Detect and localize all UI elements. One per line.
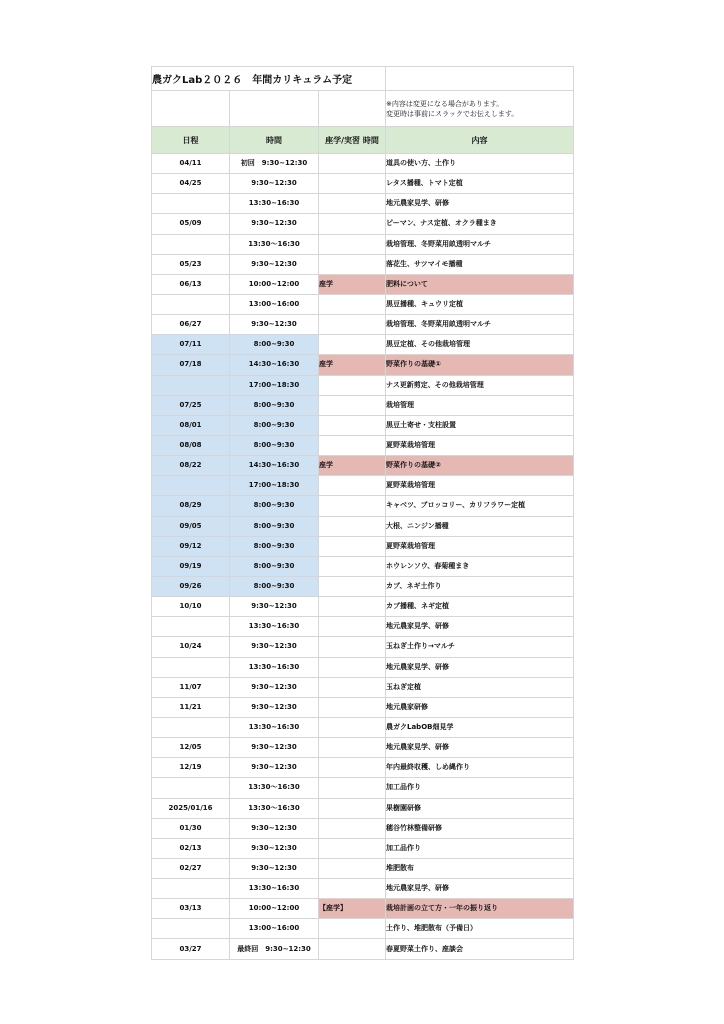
type-cell — [319, 697, 386, 717]
type-cell — [319, 536, 386, 556]
content-cell: 落花生、サツマイモ播種 — [386, 254, 574, 274]
empty-cell — [386, 67, 574, 91]
table-row — [152, 899, 574, 919]
table-row — [152, 617, 574, 637]
type-cell: 座学 — [319, 355, 386, 375]
table-row — [152, 717, 574, 737]
date-cell: 10/24 — [152, 637, 230, 657]
table-row — [152, 476, 574, 496]
time-cell: 8:00~9:30 — [230, 536, 319, 556]
date-cell — [152, 657, 230, 677]
time-cell: 13:30〜16:30 — [230, 234, 319, 254]
date-cell: 03/13 — [152, 899, 230, 919]
type-cell — [319, 879, 386, 899]
table-row — [152, 697, 574, 717]
table-row — [152, 234, 574, 254]
content-cell: 肥料について — [386, 274, 574, 294]
date-cell — [152, 778, 230, 798]
time-cell: 10:00~12:00 — [230, 899, 319, 919]
note-line-1: ※内容は変更になる場合があります。 — [386, 99, 504, 108]
table-row — [152, 597, 574, 617]
time-cell: 13:30〜16:30 — [230, 778, 319, 798]
content-cell: 夏野菜栽培管理 — [386, 536, 574, 556]
date-cell — [152, 194, 230, 214]
type-cell — [319, 194, 386, 214]
type-cell — [319, 234, 386, 254]
content-cell: 地元農家見学、研修 — [386, 879, 574, 899]
date-cell: 11/07 — [152, 677, 230, 697]
content-cell: キャベツ、ブロッコリー、カリフラワー定植 — [386, 496, 574, 516]
content-cell: 栽培管理、冬野菜用畝透明マルチ — [386, 315, 574, 335]
note-line-2: 変更時は事前にスラックでお伝えします。 — [386, 109, 519, 118]
content-cell: ホウレンソウ、春菊種まき — [386, 556, 574, 576]
time-cell: 8:00~9:30 — [230, 516, 319, 536]
header-time: 時間 — [230, 127, 319, 154]
date-cell — [152, 234, 230, 254]
time-cell: 9:30~12:30 — [230, 254, 319, 274]
content-cell: 加工品作り — [386, 778, 574, 798]
content-cell: 栽培管理、冬野菜用畝透明マルチ — [386, 234, 574, 254]
type-cell — [319, 576, 386, 596]
content-cell: 夏野菜栽培管理 — [386, 435, 574, 455]
date-cell — [152, 919, 230, 939]
table-row — [152, 456, 574, 476]
date-cell: 08/22 — [152, 456, 230, 476]
time-cell: 13:00~16:00 — [230, 294, 319, 314]
date-cell: 03/27 — [152, 939, 230, 959]
table-row — [152, 415, 574, 435]
type-cell — [319, 335, 386, 355]
type-cell — [319, 154, 386, 174]
time-cell: 9:30~12:30 — [230, 315, 319, 335]
table-row — [152, 798, 574, 818]
date-cell: 02/27 — [152, 858, 230, 878]
date-cell: 08/08 — [152, 435, 230, 455]
date-cell: 08/01 — [152, 415, 230, 435]
date-cell: 04/25 — [152, 174, 230, 194]
table-row — [152, 657, 574, 677]
table-row — [152, 858, 574, 878]
time-cell: 13:30〜16:30 — [230, 798, 319, 818]
type-cell — [319, 415, 386, 435]
table-row — [152, 838, 574, 858]
date-cell: 07/11 — [152, 335, 230, 355]
type-cell — [319, 476, 386, 496]
time-cell: 10:00~12:00 — [230, 274, 319, 294]
time-cell: 9:30~12:30 — [230, 858, 319, 878]
date-cell: 08/29 — [152, 496, 230, 516]
type-cell — [319, 496, 386, 516]
type-cell — [319, 858, 386, 878]
date-cell: 05/09 — [152, 214, 230, 234]
time-cell: 17:00~18:30 — [230, 476, 319, 496]
content-cell: カブ播種、ネギ定植 — [386, 597, 574, 617]
header-date: 日程 — [152, 127, 230, 154]
time-cell: 13:30~16:30 — [230, 617, 319, 637]
date-cell: 10/10 — [152, 597, 230, 617]
date-cell: 07/25 — [152, 395, 230, 415]
time-cell: 14:30~16:30 — [230, 456, 319, 476]
table-row — [152, 294, 574, 314]
time-cell: 9:30~12:30 — [230, 597, 319, 617]
type-cell — [319, 838, 386, 858]
content-cell: ピーマン、ナス定植、オクラ種まき — [386, 214, 574, 234]
header-type: 座学/実習 時間 — [319, 127, 386, 154]
type-cell — [319, 637, 386, 657]
table-row — [152, 758, 574, 778]
date-cell — [152, 476, 230, 496]
date-cell: 09/05 — [152, 516, 230, 536]
date-cell: 05/23 — [152, 254, 230, 274]
content-cell: 野菜作りの基礎① — [386, 355, 574, 375]
table-row — [152, 919, 574, 939]
date-cell: 2025/01/16 — [152, 798, 230, 818]
time-cell: 8:00~9:30 — [230, 435, 319, 455]
note-row — [152, 91, 574, 127]
table-row — [152, 818, 574, 838]
time-cell: 14:30~16:30 — [230, 355, 319, 375]
time-cell: 13:30~16:30 — [230, 194, 319, 214]
table-row — [152, 214, 574, 234]
table-row — [152, 274, 574, 294]
table-row — [152, 435, 574, 455]
date-cell: 12/19 — [152, 758, 230, 778]
content-cell: 年内最終収穫、しめ縄作り — [386, 758, 574, 778]
empty-cell — [152, 91, 230, 127]
table-row — [152, 879, 574, 899]
time-cell: 9:30~12:30 — [230, 697, 319, 717]
content-cell: ナス更新剪定、その他栽培管理 — [386, 375, 574, 395]
table-row — [152, 355, 574, 375]
type-cell — [319, 315, 386, 335]
title-row — [152, 67, 574, 91]
type-cell — [319, 174, 386, 194]
table-row — [152, 174, 574, 194]
time-cell: 9:30~12:30 — [230, 637, 319, 657]
page-title: 農ガクLab２０２６ 年間カリキュラム予定 — [152, 67, 386, 91]
type-cell — [319, 617, 386, 637]
time-cell: 13:30~16:30 — [230, 657, 319, 677]
content-cell: レタス播種、トマト定植 — [386, 174, 574, 194]
type-cell — [319, 435, 386, 455]
content-cell: 地元農家見学、研修 — [386, 617, 574, 637]
table-row — [152, 335, 574, 355]
table-row — [152, 939, 574, 959]
table-row — [152, 496, 574, 516]
empty-cell — [230, 91, 319, 127]
change-note — [386, 91, 574, 127]
time-cell: 13:00~16:00 — [230, 919, 319, 939]
table-row — [152, 738, 574, 758]
type-cell: 【座学】 — [319, 899, 386, 919]
content-cell: 道具の使い方、土作り — [386, 154, 574, 174]
time-cell: 8:00~9:30 — [230, 576, 319, 596]
content-cell: 玉ねぎ定植 — [386, 677, 574, 697]
time-cell: 13:30~16:30 — [230, 717, 319, 737]
type-cell — [319, 375, 386, 395]
time-cell: 9:30~12:30 — [230, 174, 319, 194]
type-cell — [319, 657, 386, 677]
content-cell: 黒豆定植、その他栽培管理 — [386, 335, 574, 355]
type-cell — [319, 677, 386, 697]
table-row — [152, 194, 574, 214]
time-cell: 8:00~9:30 — [230, 556, 319, 576]
content-cell: 堆肥散布 — [386, 858, 574, 878]
content-cell: 穂谷竹林整備研修 — [386, 818, 574, 838]
date-cell — [152, 717, 230, 737]
header-content: 内容 — [386, 127, 574, 154]
table-row — [152, 315, 574, 335]
date-cell: 11/21 — [152, 697, 230, 717]
content-cell: 野菜作りの基礎② — [386, 456, 574, 476]
type-cell — [319, 798, 386, 818]
date-cell: 04/11 — [152, 154, 230, 174]
content-cell: 玉ねぎ土作り→マルチ — [386, 637, 574, 657]
curriculum-table — [151, 66, 574, 960]
content-cell: 地元農家見学、研修 — [386, 738, 574, 758]
table-row — [152, 677, 574, 697]
date-cell — [152, 375, 230, 395]
content-cell: 加工品作り — [386, 838, 574, 858]
date-cell: 12/05 — [152, 738, 230, 758]
date-cell: 09/12 — [152, 536, 230, 556]
content-cell: 土作り、堆肥散布（予備日） — [386, 919, 574, 939]
content-cell: 地元農家研修 — [386, 697, 574, 717]
type-cell — [319, 395, 386, 415]
time-cell: 9:30~12:30 — [230, 838, 319, 858]
empty-cell — [319, 91, 386, 127]
time-cell: 9:30~12:30 — [230, 738, 319, 758]
type-cell: 座学 — [319, 456, 386, 476]
date-cell: 01/30 — [152, 818, 230, 838]
date-cell: 06/13 — [152, 274, 230, 294]
table-row — [152, 637, 574, 657]
date-cell: 09/26 — [152, 576, 230, 596]
content-cell: 地元農家見学、研修 — [386, 657, 574, 677]
type-cell — [319, 738, 386, 758]
time-cell: 9:30~12:30 — [230, 818, 319, 838]
type-cell — [319, 919, 386, 939]
time-cell: 9:30~12:30 — [230, 758, 319, 778]
date-cell: 07/18 — [152, 355, 230, 375]
content-cell: 栽培計画の立て方・一年の振り返り — [386, 899, 574, 919]
date-cell — [152, 294, 230, 314]
table-row — [152, 778, 574, 798]
date-cell — [152, 617, 230, 637]
time-cell: 9:30~12:30 — [230, 214, 319, 234]
header-row — [152, 127, 574, 154]
table-row — [152, 154, 574, 174]
type-cell — [319, 818, 386, 838]
table-row — [152, 556, 574, 576]
time-cell: 8:00~9:30 — [230, 415, 319, 435]
table-row — [152, 516, 574, 536]
content-cell: 地元農家見学、研修 — [386, 194, 574, 214]
time-cell: 13:30~16:30 — [230, 879, 319, 899]
time-cell: 8:00~9:30 — [230, 496, 319, 516]
type-cell — [319, 778, 386, 798]
date-cell — [152, 879, 230, 899]
type-cell — [319, 939, 386, 959]
table-row — [152, 395, 574, 415]
content-cell: カブ、ネギ土作り — [386, 576, 574, 596]
content-cell: 黒豆播種、キュウリ定植 — [386, 294, 574, 314]
time-cell: 17:00~18:30 — [230, 375, 319, 395]
time-cell: 8:00~9:30 — [230, 395, 319, 415]
table-row — [152, 576, 574, 596]
table-row — [152, 254, 574, 274]
time-cell: 9:30~12:30 — [230, 677, 319, 697]
date-cell: 09/19 — [152, 556, 230, 576]
content-cell: 農ガクLabOB畑見学 — [386, 717, 574, 737]
content-cell: 栽培管理 — [386, 395, 574, 415]
type-cell — [319, 214, 386, 234]
time-cell: 初回 9:30~12:30 — [230, 154, 319, 174]
type-cell — [319, 294, 386, 314]
content-cell: 黒豆土寄せ・支柱設置 — [386, 415, 574, 435]
content-cell: 春夏野菜土作り、座談会 — [386, 939, 574, 959]
type-cell — [319, 516, 386, 536]
type-cell — [319, 597, 386, 617]
type-cell — [319, 556, 386, 576]
type-cell — [319, 717, 386, 737]
type-cell — [319, 758, 386, 778]
time-cell: 8:00~9:30 — [230, 335, 319, 355]
time-cell: 最終回 9:30~12:30 — [230, 939, 319, 959]
content-cell: 夏野菜栽培管理 — [386, 476, 574, 496]
table-row — [152, 375, 574, 395]
table-row — [152, 536, 574, 556]
content-cell: 果樹園研修 — [386, 798, 574, 818]
type-cell: 座学 — [319, 274, 386, 294]
date-cell: 02/13 — [152, 838, 230, 858]
date-cell: 06/27 — [152, 315, 230, 335]
type-cell — [319, 254, 386, 274]
content-cell: 大根、ニンジン播種 — [386, 516, 574, 536]
